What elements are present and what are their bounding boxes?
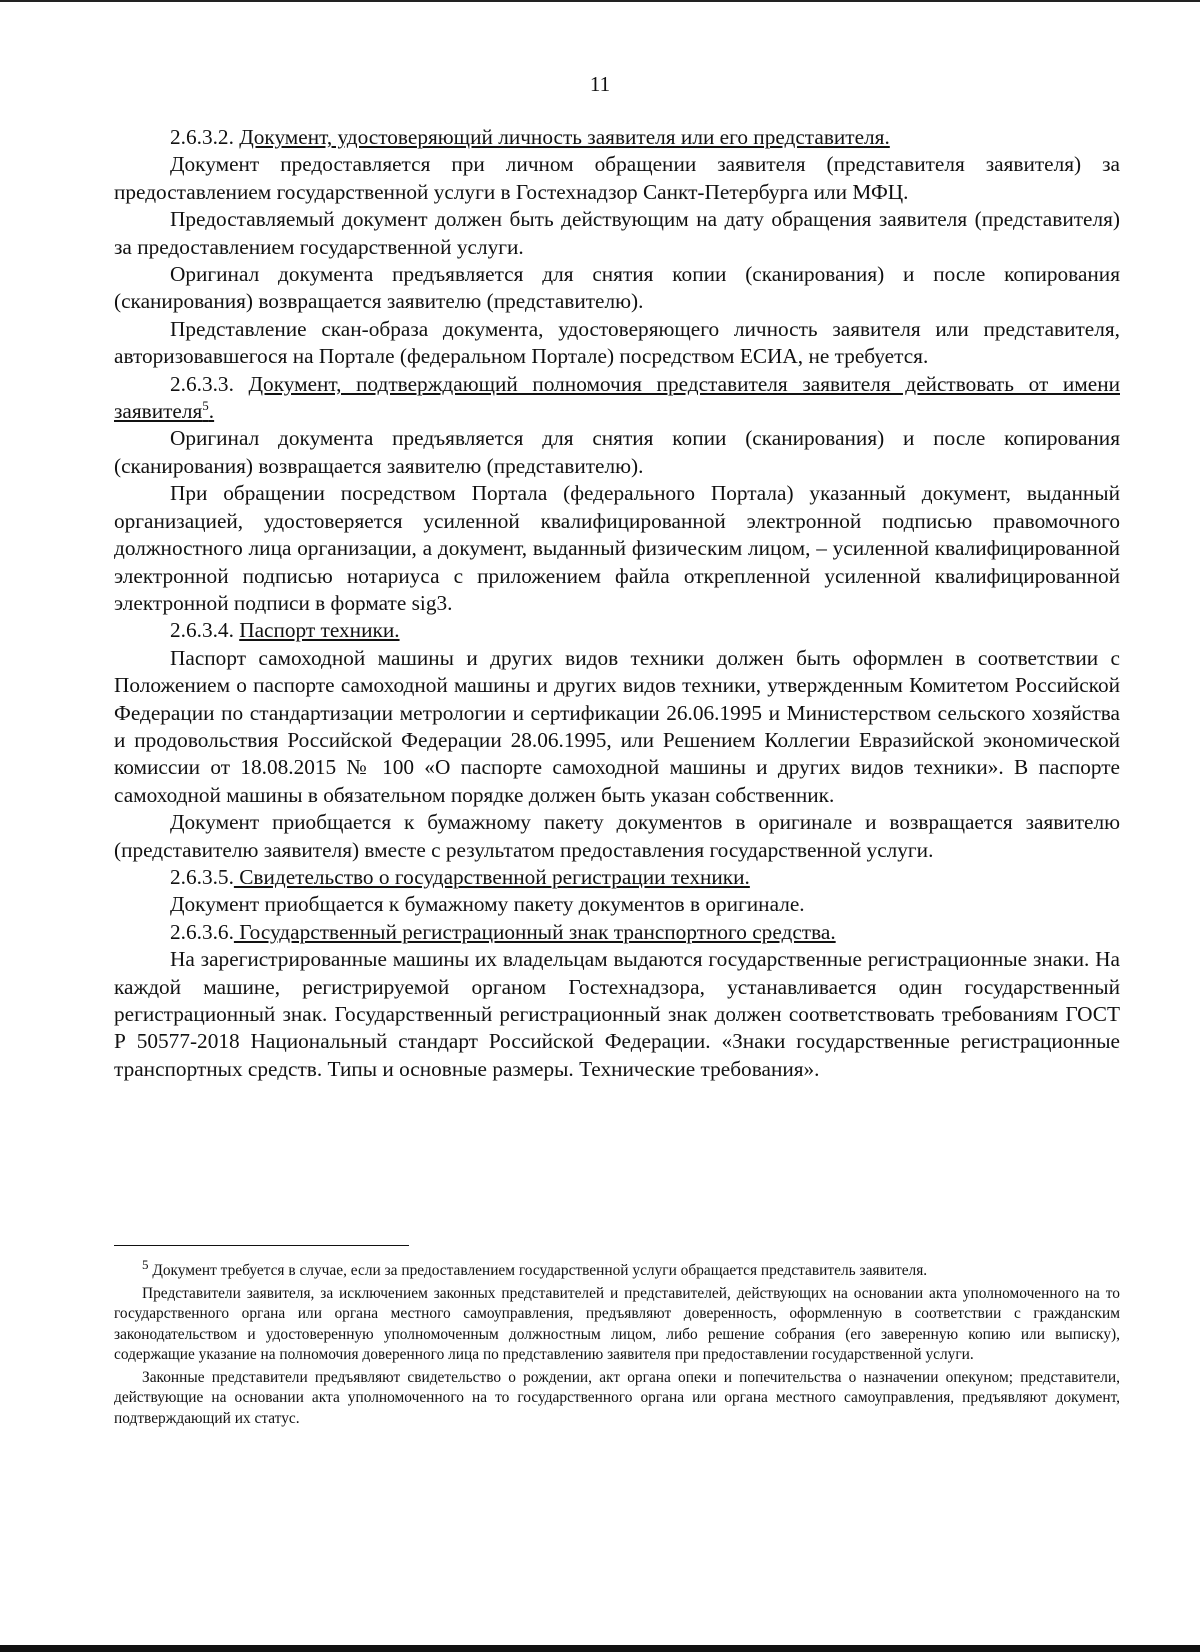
paragraph: Оригинал документа предъявляется для снятия копии (сканирования) и после копирования (сканирования) возвращается заявителю (представителю). (114, 426, 1120, 478)
paragraph: При обращении посредством Портала (федерального Портала) указанный документ, выданный организацией, удостоверяется усиленной квалифицированной электронной подписью правомочного должностного лица организации, а документ, выданный физическим лицом, – усиленной квалифицированной электронной подписью нотариуса с приложением файла открепленной усиленной квалифицированной электронной подписи в формате sig3. (114, 481, 1120, 615)
paragraph: Документ приобщается к бумажному пакету документов в оригинале. (170, 892, 805, 917)
paragraph: Документ приобщается к бумажному пакету документов в оригинале и возвращается заявителю (представителю заявителя) вместе с результатом предоставления государственной услуги. (114, 810, 1120, 862)
paragraph: Документ предоставляется при личном обращении заявителя (представителя заявителя) за предоставлением государственной услуги в Гостехнадзор Санкт-Петербурга или МФЦ. (114, 152, 1120, 204)
footnote-text: Документ требуется в случае, если за предоставлением государственной услуги обращается представитель заявителя. (148, 1262, 928, 1279)
section-2-6-3-5-heading (114, 864, 1120, 891)
section-title-period: . (208, 399, 215, 424)
section-title-text: Документ, подтверждающий полномочия представителя заявителя действовать от имени заявителя (114, 371, 1120, 424)
section-2-6-3-3-heading (114, 371, 1120, 426)
footnote-5 (114, 1256, 1120, 1282)
section-number: 2.6.3.6. (170, 919, 234, 944)
section-title: Документ, удостоверяющий личность заявителя или его представителя. (239, 125, 890, 149)
section-number: 2.6.3.3. (170, 371, 249, 396)
paragraph: Представление скан-образа документа, удостоверяющего личность заявителя или представителя, авторизовавшегося на Портале (федеральном Портале) посредством ЕСИА, не требуется. (114, 316, 1120, 369)
section-title: Государственный регистрационный знак транспортного средства. (233, 919, 836, 944)
paragraph: Предоставляемый документ должен быть действующим на дату обращения заявителя (представителя) за предоставлением государственной услуги. (114, 207, 1120, 259)
section-2-6-3-4-heading (114, 617, 1120, 644)
section-title (114, 372, 1120, 423)
section-number: 2.6.3.5. (170, 864, 234, 889)
paragraph: Оригинал документа предъявляется для снятия копии (сканирования) и после копирования (сканирования) возвращается заявителю (представителю). (114, 262, 1120, 314)
footnote-reference[interactable]: 5 (202, 397, 209, 413)
footnote-paragraph: Представители заявителя, за исключением законных представителей и представителей, действующих на основании акта уполномоченного на то государственного органа или органа местного самоуправления, предъявляют доверенность, оформленную в соответствии с гражданским законодательством и удостоверенную уполномоченным должностным лицом, либо решение собрания (его заверенную копию или выписку), содержащие указание на полномочия доверенного лица по представлению заявителя при предоставлении государственной услуги. (114, 1284, 1120, 1363)
section-title: Свидетельство о государственной регистрации техники. (233, 864, 750, 889)
section-number: 2.6.3.4. (170, 618, 240, 643)
paragraph: Паспорт самоходной машины и других видов техники должен быть оформлен в соответствии с Положением о паспорте самоходной машины и других видов техники, утвержденным Комитетом Российской Федерации по стандартизации метрологии и сертификации 26.06.1995 и Министерством сельского хозяйства и продовольствия Российской Федерации 28.06.1995, или Решением Коллегии Евразийской экономической комиссии от 18.08.2015 № 100 «О паспорте самоходной машины и других видов техники». В паспорте самоходной машины в обязательном порядке должен быть указан собственник. (114, 645, 1120, 807)
scan-top-edge (0, 0, 1200, 2)
section-2-6-3-6-heading (114, 919, 1120, 946)
footnote-separator (114, 1245, 409, 1246)
scan-bottom-edge (0, 1645, 1200, 1652)
paragraph: На зарегистрированные машины их владельцам выдаются государственные регистрационные знаки. На каждой машине, регистрируемой органом Гостехнадзора, устанавливается один государственный регистрационный знак. Государственный регистрационный знак должен соответствовать требованиям ГОСТ Р 50577-2018 Национальный стандарт Российской Федерации. «Знаки государственные регистрационные транспортных средств. Типы и основные размеры. Технические требования». (114, 947, 1120, 1081)
section-title: Паспорт техники. (239, 618, 400, 643)
footnotes (114, 1256, 1120, 1431)
page-number: 11 (589, 72, 611, 96)
footnote-marker: 5 (142, 1256, 149, 1272)
section-number: 2.6.3.2. (170, 125, 240, 149)
section-2-6-3-2-heading (114, 124, 1120, 151)
document-body (114, 124, 1120, 1083)
footnote-paragraph: Законные представители предъявляют свидетельство о рождении, акт органа опеки и попечительства о назначении опекуном; представители, действующие на основании акта уполномоченного на то государственного органа или органа местного самоуправления, предъявляют документ, подтверждающий их статус. (114, 1368, 1120, 1427)
